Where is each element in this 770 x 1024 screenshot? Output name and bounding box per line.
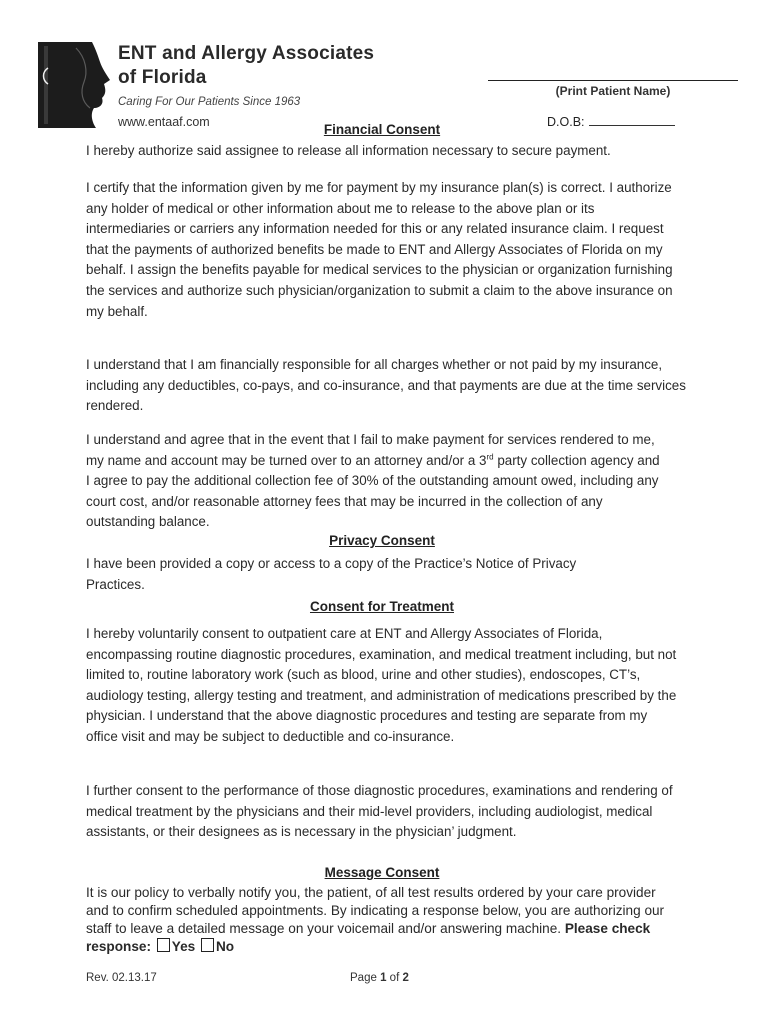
- yes-option[interactable]: [155, 939, 195, 954]
- message-consent-heading: Message Consent: [324, 865, 440, 880]
- treatment-paragraph-1: I hereby voluntarily consent to outpatient care at ENT and Allergy Associates of Florida, encompassing routine diagnostic procedures, examination, and medical treatment including, but not limited to, routine laboratory work (such as blood, urine and other studies), endoscopes, CT’s, audiology testing, allergy testing and treatment, and administration of medications prescribed by the physician. I understand that the above diagnostic procedures and testing are separate from my office visit and may be subject to deductible and co-insurance.: [86, 626, 677, 744]
- organization-name-line2: of Florida: [118, 67, 207, 88]
- yes-checkbox[interactable]: [157, 938, 170, 952]
- page-total: 2: [402, 972, 409, 984]
- patient-name-label: (Print Patient Name): [555, 84, 671, 98]
- patient-name-field[interactable]: [488, 80, 738, 81]
- privacy-paragraph: I have been provided a copy or access to a copy of the Practice’s Notice of Privacy Practices.: [86, 556, 577, 592]
- website-link[interactable]: www.entaaf.com: [118, 115, 210, 129]
- financial-paragraph-3: I understand that I am financially responsible for all charges whether or not paid by my insurance, including any deductibles, co-pays, and co-insurance, and that payments are due at the time services rendered.: [86, 357, 686, 414]
- financial-paragraph-4: [86, 430, 666, 533]
- no-checkbox[interactable]: [201, 938, 214, 952]
- financial-paragraph-4-text: I understand and agree that in the event that I fail to make payment for services rendered to me, my name and account may be turned over to an attorney and/or a 3: [86, 432, 655, 468]
- response-prompt: Please check response:: [86, 921, 651, 954]
- ordinal-superscript: rd: [486, 452, 494, 462]
- tagline: Caring For Our Patients Since 1963: [118, 96, 301, 108]
- message-paragraph-text: It is our policy to verbally notify you, the patient, of all test results ordered by your care provider and to confirm scheduled appointments. By indicating a response below, you are authorizing our staff to leave a detailed message on your voicemail and/or answering machine.: [86, 885, 665, 936]
- privacy-consent-heading: Privacy Consent: [329, 533, 435, 548]
- page-current: 1: [380, 972, 387, 984]
- revision-date: Rev. 02.13.17: [86, 972, 157, 984]
- treatment-consent-heading: Consent for Treatment: [309, 599, 455, 614]
- financial-paragraph-2: I certify that the information given by me for payment by my insurance plan(s) is correct. I authorize any holder of medical or other information about me to release to the above plan or its intermediaries or carriers any information needed for this or any related insurance claim. I request that the payments of authorized benefits be made to ENT and Allergy Associates of Florida on my behalf. I assign the benefits payable for medical services to the physician or organization furnishing the services and authorize such physician/organization to submit a claim to the above insurance on my behalf.: [86, 180, 673, 319]
- treatment-paragraph-2: I further consent to the performance of those diagnostic procedures, examinations and rendering of medical treatment by the physicians and their mid-level providers, including audiologist, medical assistants, or their designees as is necessary in the physician’ judgment.: [86, 783, 673, 840]
- no-label: No: [215, 939, 235, 954]
- page-word: Page: [350, 972, 377, 984]
- yes-label: Yes: [171, 939, 196, 954]
- dob-field[interactable]: [547, 115, 675, 129]
- financial-consent-heading: Financial Consent: [323, 122, 441, 137]
- dob-input-line[interactable]: [589, 115, 675, 126]
- financial-paragraph-4-text-cont: party collection agency and I agree to pay the additional collection fee of 30% of the outstanding amount owed, including any court cost, and/or reasonable attorney fees that may be incurred in the collection of any outstanding balance.: [86, 452, 660, 530]
- page-number: [350, 972, 409, 984]
- financial-paragraph-1: I hereby authorize said assignee to release all information necessary to secure payment.: [86, 143, 611, 158]
- message-paragraph: [86, 884, 678, 956]
- profile-silhouette-icon: [36, 42, 110, 128]
- organization-name: [118, 42, 374, 90]
- organization-name-line1: ENT and Allergy Associates: [118, 43, 375, 64]
- dob-label: D.O.B:: [547, 115, 585, 129]
- page-of: of: [389, 972, 400, 984]
- practice-logo: [36, 42, 110, 128]
- no-option[interactable]: [199, 939, 234, 954]
